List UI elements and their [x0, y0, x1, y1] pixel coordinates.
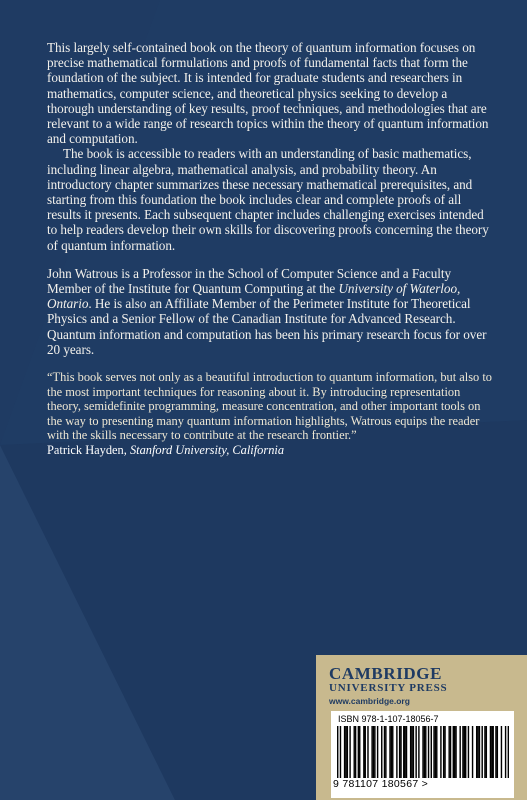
barcode-bar [340, 726, 341, 778]
author-bio [47, 266, 497, 357]
barcode-bar [403, 726, 404, 778]
barcode-bar [358, 726, 359, 778]
barcode-bar [425, 726, 426, 778]
barcode-bar [347, 726, 348, 778]
barcode-bar [371, 726, 372, 778]
endorser-affiliation: Stanford University, California [129, 443, 285, 458]
barcode-bar [428, 726, 429, 778]
barcode-bar [406, 726, 407, 778]
barcode-bar [491, 726, 492, 778]
barcode-bar [344, 726, 345, 778]
barcode-bar [468, 726, 469, 778]
barcode-bar [354, 726, 355, 778]
endorsement-quote: “This book serves not only as a beautiful introduction to quantum information, but also to the most important techniques for reasoning about it. By introducing representation theory, semidefinite programming, measure concentration, and other important tools on the way to presenting many quantum information highlights, Watrous equips the reader with the skills necessary to contribute at the research frontier.” [47, 370, 492, 443]
barcode-bar [385, 726, 386, 778]
barcode-bar [486, 726, 487, 778]
barcode-bar [459, 726, 460, 778]
publisher-url: www.cambridge.org [329, 696, 410, 706]
barcode-bar [454, 726, 455, 778]
barcode-bar [392, 726, 393, 778]
barcode-bar [374, 726, 375, 778]
author-bio-part-1: John Watrous is a Professor in the School of Computer Science and a Faculty Member of the Institute for Quantum Computing at the [47, 265, 452, 297]
barcode-bar [450, 726, 451, 778]
barcode-bar [404, 726, 405, 778]
barcode-bar [481, 726, 482, 778]
author-bio-part-2: . He is also an Affiliate Member of the Perimeter Institute for Theoretical Physics and a Senior Fellow of the Canadian Institute for Advanced Research. Quantum information and computation has been his primary research focus for over 20 years. [47, 296, 487, 357]
isbn-label: ISBN 978-1-107-18056-7 [338, 714, 439, 724]
barcode-bar [455, 726, 456, 778]
barcode-bar [433, 726, 434, 778]
barcode-bar [345, 726, 346, 778]
barcode-bar [495, 726, 496, 778]
barcode-bar [389, 726, 390, 778]
description-paragraph-2: The book is accessible to readers with an understanding of basic mathematics, including linear algebra, mathematical analysis, and probability theory. An introductory chapter summarizes these necessary mathematical prerequisites, and starting from this foundation the book includes clear and complete proofs of all results it presents. Each subsequent chapter includes challenging exercises intended to help readers develop their own skills for discovering proofs concerning the theory of quantum information. [47, 146, 489, 253]
description-paragraph-1: This largely self-contained book on the theory of quantum information focuses on precise mathematical formulations and proofs of fundamental facts that form the foundation of the subject. It is intended for graduate students and researchers in mathematics, computer science, and theoretical physics seeking to develop a thorough understanding of key results, proof techniques, and methodologies that are relevant to a wide range of research topics within the theory of quantum information and computation. [47, 40, 489, 147]
barcode-bar [492, 726, 493, 778]
barcode-bar [505, 726, 506, 778]
barcode-bar [422, 726, 423, 778]
barcode-bar [363, 726, 364, 778]
barcode-bar [431, 726, 432, 778]
barcode-bar [367, 726, 368, 778]
barcode-digits: 9 781107 180567 > [333, 778, 429, 790]
barcode-bar [410, 726, 411, 778]
barcode-bar [472, 726, 473, 778]
barcode-bar [384, 726, 385, 778]
barcode-bar [479, 726, 480, 778]
endorser-name: Patrick Hayden, [47, 443, 130, 458]
barcode-bar [424, 726, 425, 778]
barcode-bar [396, 726, 397, 778]
barcode-bar [373, 726, 374, 778]
back-cover-text [47, 40, 497, 458]
barcode-bar [349, 726, 350, 778]
barcode-bar [453, 726, 454, 778]
publisher-panel [316, 655, 527, 800]
barcode-bar [377, 726, 378, 778]
barcode-bar [465, 726, 466, 778]
barcode-bar [391, 726, 392, 778]
barcode-bar [490, 726, 491, 778]
barcode-bar [508, 726, 509, 778]
barcode-bar [497, 726, 498, 778]
barcode-bar [436, 726, 437, 778]
barcode-bar [484, 726, 485, 778]
barcode-bar [411, 726, 412, 778]
barcode-bar [477, 726, 478, 778]
barcode-bar [337, 726, 338, 778]
barcode-bar [440, 726, 441, 778]
barcode-bar [399, 726, 400, 778]
barcode-panel [331, 711, 514, 798]
endorsement-attribution [47, 443, 497, 458]
barcode-graphic [337, 726, 509, 778]
barcode-bar [435, 726, 436, 778]
endorsement [47, 370, 497, 458]
publisher-subname: UNIVERSITY PRESS [329, 682, 448, 694]
barcode-bar [448, 726, 449, 778]
barcode-bar [365, 726, 366, 778]
barcode-bar [418, 726, 419, 778]
barcode-bar [443, 726, 444, 778]
publisher-name: CAMBRIDGE [329, 664, 443, 683]
barcode-bar [476, 726, 477, 778]
barcode-bar [464, 726, 465, 778]
barcode-bar [501, 726, 502, 778]
barcode-bar [400, 726, 401, 778]
barcode-bar [415, 726, 416, 778]
author-institution: University of Waterloo, Ontario [47, 281, 461, 312]
publisher-logo [329, 665, 519, 694]
barcode-bar [359, 726, 360, 778]
barcode-bar [413, 726, 414, 778]
barcode-bar [462, 726, 463, 778]
barcode-bar [381, 726, 382, 778]
barcode-bar [444, 726, 445, 778]
barcode-bar [355, 726, 356, 778]
